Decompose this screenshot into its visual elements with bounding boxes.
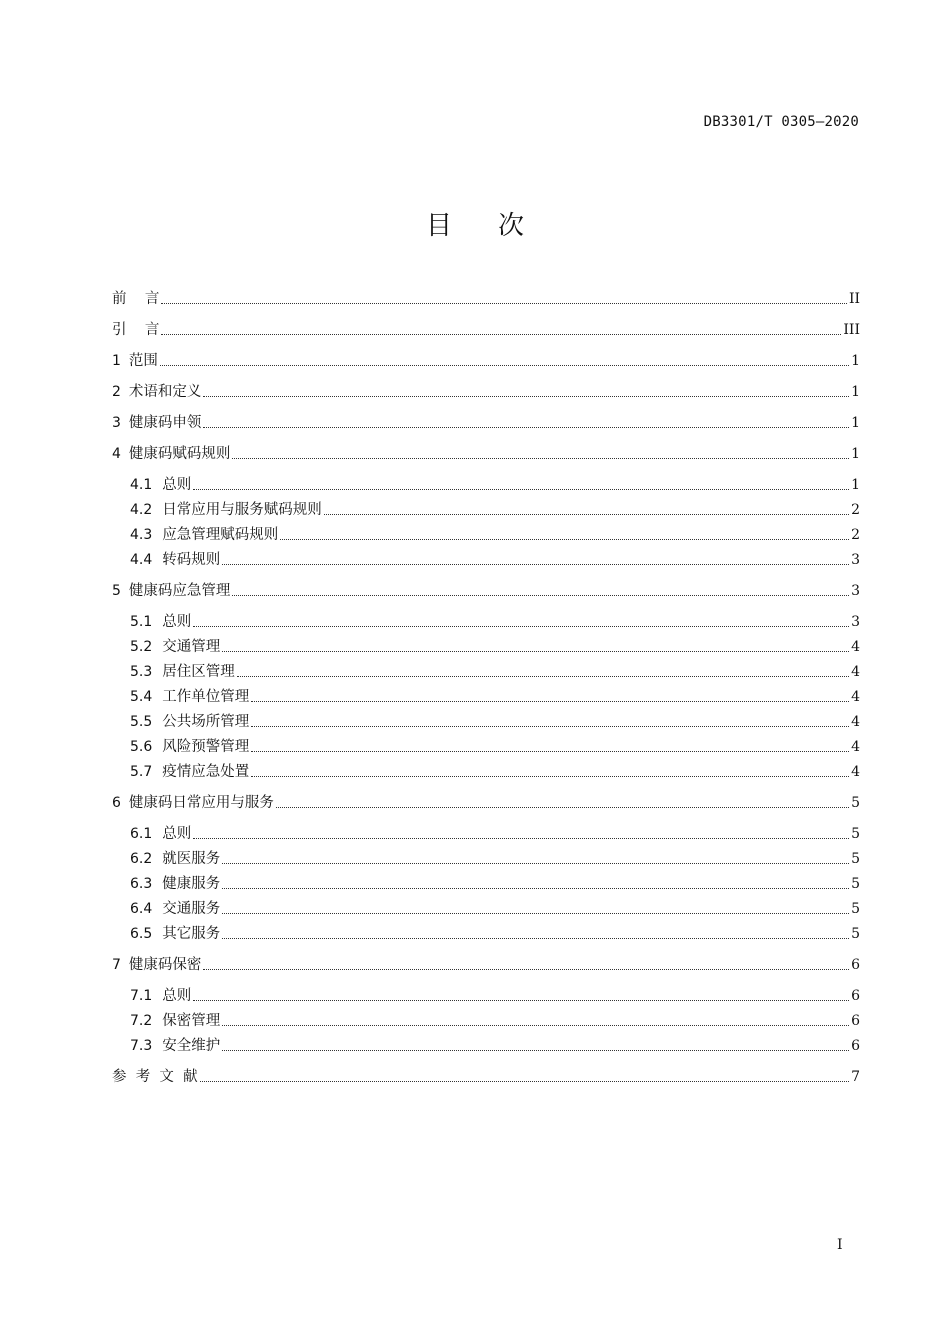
toc-entry-number: 6.1 [130, 826, 153, 842]
toc-entry-page: 2 [851, 502, 860, 518]
toc-entry-page: 1 [851, 353, 860, 369]
toc-leader-dots [200, 1081, 849, 1082]
toc-entry-page: 5 [851, 826, 860, 842]
toc-entry-page: 6 [851, 1013, 860, 1029]
toc-entry[interactable] [112, 314, 860, 340]
toc-entry[interactable] [130, 918, 860, 944]
toc-entry-title: 就医服务 [162, 851, 221, 867]
toc-entry-number: 4.2 [130, 502, 153, 518]
toc-entry-page: 3 [851, 583, 860, 599]
toc-entry-number: 5.3 [130, 664, 153, 680]
toc-leader-dots [232, 595, 849, 596]
toc-entry-number: 4 [112, 446, 121, 462]
toc-entry-page: 5 [851, 901, 860, 917]
toc-entry-number: 4.1 [130, 477, 153, 493]
toc-entry-title: 健康服务 [162, 876, 221, 892]
toc-entry-page: 6 [851, 988, 860, 1004]
toc-entry-title: 总则 [162, 614, 192, 630]
toc-entry-title: 健康码赋码规则 [128, 446, 231, 462]
toc-leader-dots [203, 396, 849, 397]
toc-entry-title: 健康码日常应用与服务 [128, 795, 274, 811]
toc-entry-page: III [843, 322, 860, 338]
toc-entry-page: 5 [851, 926, 860, 942]
toc-entry[interactable] [112, 345, 860, 371]
toc-entry[interactable] [112, 575, 860, 601]
toc-entry-title: 参 考 文 献 [112, 1069, 198, 1085]
document-code: DB3301/T 0305—2020 [703, 114, 859, 130]
toc-entry-page: 3 [851, 614, 860, 630]
toc-leader-dots [222, 888, 849, 889]
page-title [0, 205, 950, 242]
toc-entry-title: 应急管理赋码规则 [162, 527, 279, 543]
toc-entry[interactable] [130, 494, 860, 520]
toc-leader-dots [193, 838, 849, 839]
toc-leader-dots [251, 776, 849, 777]
toc-leader-dots [222, 913, 849, 914]
toc-entry-page: 7 [851, 1069, 860, 1085]
toc-entry-number: 4.4 [130, 552, 153, 568]
toc-leader-dots [222, 1025, 849, 1026]
toc-leader-dots [251, 751, 849, 752]
toc-entry-title: 范围 [128, 353, 158, 369]
toc-entry-page: 4 [851, 689, 860, 705]
toc-entry-number: 5.1 [130, 614, 153, 630]
toc-leader-dots [193, 1000, 849, 1001]
toc-entry[interactable] [130, 1030, 860, 1056]
toc-leader-dots [222, 863, 849, 864]
toc-entry[interactable] [130, 706, 860, 732]
toc-entry-page: 5 [851, 851, 860, 867]
toc-leader-dots [222, 651, 849, 652]
toc-entry[interactable] [112, 407, 860, 433]
toc-entry-title: 健康码保密 [128, 957, 202, 973]
toc-entry-number: 6.4 [130, 901, 153, 917]
toc-leader-dots [161, 303, 847, 304]
toc-entry[interactable] [130, 1005, 860, 1031]
toc-entry-title: 总则 [162, 988, 192, 1004]
toc-entry-number: 2 [112, 384, 121, 400]
toc-entry-number: 6.3 [130, 876, 153, 892]
toc-entry-number: 5.2 [130, 639, 153, 655]
toc-entry-page: 4 [851, 739, 860, 755]
toc-entry[interactable] [130, 656, 860, 682]
toc-entry-page: 1 [851, 384, 860, 400]
toc-entry-number: 5.6 [130, 739, 153, 755]
toc-entry[interactable] [130, 868, 860, 894]
toc-entry[interactable] [130, 980, 860, 1006]
toc-entry-title: 工作单位管理 [162, 689, 250, 705]
toc-leader-dots [237, 676, 849, 677]
toc-entry-title: 健康码应急管理 [128, 583, 231, 599]
toc-entry-title: 引 言 [112, 322, 160, 338]
toc-entry-page: 4 [851, 764, 860, 780]
toc-entry-title: 交通服务 [162, 901, 221, 917]
toc-leader-dots [222, 1050, 849, 1051]
toc-entry-title: 术语和定义 [128, 384, 202, 400]
toc-entry-page: 6 [851, 957, 860, 973]
toc-entry-title: 总则 [162, 477, 192, 493]
toc-leader-dots [324, 514, 849, 515]
toc-entry-title: 总则 [162, 826, 192, 842]
toc-entry-number: 4.3 [130, 527, 153, 543]
toc-entry-number: 7.3 [130, 1038, 153, 1054]
toc-entry-page: 4 [851, 639, 860, 655]
toc-entry[interactable] [130, 544, 860, 570]
toc-entry[interactable] [130, 731, 860, 757]
toc-entry-title: 安全维护 [162, 1038, 221, 1054]
toc-leader-dots [280, 539, 849, 540]
toc-entry-number: 5.5 [130, 714, 153, 730]
toc-entry[interactable] [130, 843, 860, 869]
toc-entry-number: 5.7 [130, 764, 153, 780]
toc-entry-title: 其它服务 [162, 926, 221, 942]
toc-entry-page: 6 [851, 1038, 860, 1054]
toc-entry-title: 转码规则 [162, 552, 221, 568]
toc-leader-dots [222, 938, 849, 939]
toc-entry[interactable] [112, 283, 860, 309]
toc-entry-number: 6.2 [130, 851, 153, 867]
toc-entry-page: 4 [851, 664, 860, 680]
toc-entry-title: 疫情应急处置 [162, 764, 250, 780]
toc-entry-page: II [848, 291, 860, 307]
toc-entry-title: 交通管理 [162, 639, 221, 655]
toc-entry-page: 5 [851, 876, 860, 892]
toc-entry[interactable] [112, 949, 860, 975]
toc-leader-dots [251, 701, 849, 702]
toc-entry-title: 前 言 [112, 291, 160, 307]
toc-entry[interactable] [130, 681, 860, 707]
toc-entry-number: 3 [112, 415, 121, 431]
toc-entry[interactable] [130, 893, 860, 919]
toc-entry-number: 1 [112, 353, 121, 369]
toc-entry-title: 保密管理 [162, 1013, 221, 1029]
toc-entry-number: 7.1 [130, 988, 153, 1004]
toc-leader-dots [222, 564, 849, 565]
toc-entry-page: 2 [851, 527, 860, 543]
toc-entry[interactable] [112, 438, 860, 464]
toc-entry[interactable] [130, 756, 860, 782]
toc-entry[interactable] [130, 469, 860, 495]
toc-entry[interactable] [112, 1061, 860, 1087]
toc-entry[interactable] [112, 376, 860, 402]
toc-entry-title: 健康码申领 [128, 415, 202, 431]
toc-entry-page: 1 [851, 415, 860, 431]
toc-leader-dots [276, 807, 849, 808]
toc-entry-page: 4 [851, 714, 860, 730]
toc-entry-number: 7.2 [130, 1013, 153, 1029]
toc-leader-dots [160, 365, 849, 366]
toc-entry-number: 7 [112, 957, 121, 973]
toc-leader-dots [232, 458, 849, 459]
toc-entry-number: 6 [112, 795, 121, 811]
title-char-1: 目 [425, 211, 452, 241]
toc-entry[interactable] [130, 631, 860, 657]
toc-leader-dots [251, 726, 849, 727]
toc-leader-dots [203, 427, 849, 428]
toc-leader-dots [193, 489, 849, 490]
toc-entry[interactable] [130, 818, 860, 844]
toc-entry-page: 5 [851, 795, 860, 811]
toc-entry-title: 日常应用与服务赋码规则 [162, 502, 322, 518]
toc-entry-title: 居住区管理 [162, 664, 235, 680]
toc-entry-page: 1 [851, 477, 860, 493]
toc-entry-number: 5.4 [130, 689, 153, 705]
toc-entry-number: 6.5 [130, 926, 153, 942]
toc-entry-page: 1 [851, 446, 860, 462]
toc-entry-number: 5 [112, 583, 121, 599]
toc-leader-dots [203, 969, 849, 970]
title-char-2: 次 [498, 211, 525, 241]
toc-entry[interactable] [130, 519, 860, 545]
toc-entry-page: 3 [851, 552, 860, 568]
toc-entry[interactable] [130, 606, 860, 632]
page-number: I [837, 1237, 843, 1253]
toc-entry-title: 风险预警管理 [162, 739, 250, 755]
toc-entry-title: 公共场所管理 [162, 714, 250, 730]
toc-leader-dots [193, 626, 849, 627]
toc-entry[interactable] [112, 787, 860, 813]
toc-leader-dots [161, 334, 841, 335]
